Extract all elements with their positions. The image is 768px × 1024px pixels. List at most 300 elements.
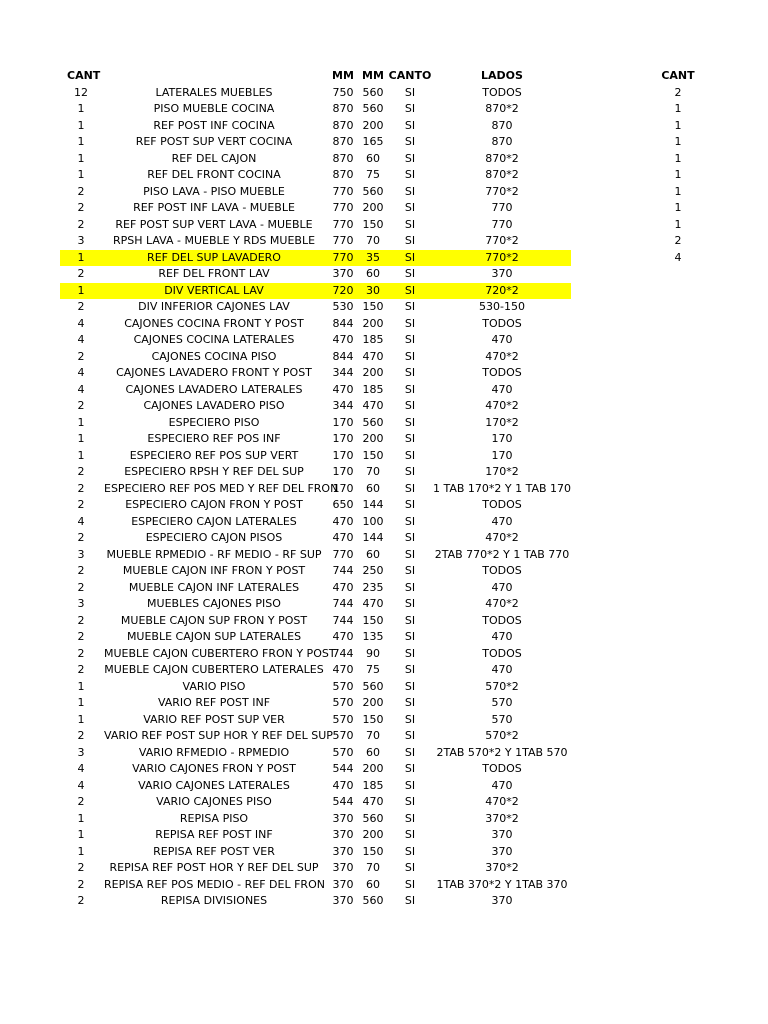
cell-lados[interactable]: TODOS (482, 646, 522, 660)
cell-mm-1[interactable]: 870 (332, 118, 354, 132)
cell-mm-1[interactable]: 770 (332, 250, 354, 264)
cell-mm-1[interactable]: 370 (332, 811, 354, 825)
cell-canto[interactable]: SI (404, 811, 416, 825)
cell-mm-1[interactable]: 344 (332, 366, 354, 379)
cell-cant[interactable]: 1 (77, 283, 85, 297)
cell-lados[interactable]: 570 (491, 696, 513, 709)
cell-mm-1[interactable]: 470 (332, 531, 354, 544)
cell-cant-2[interactable]: 4 (674, 250, 682, 264)
cell-canto[interactable]: SI (404, 382, 416, 396)
cell-cant[interactable]: 2 (77, 663, 85, 676)
cell-cant-2[interactable]: 1 (674, 135, 682, 148)
cell-mm-1[interactable]: 744 (332, 646, 354, 660)
cell-canto[interactable]: SI (404, 300, 416, 313)
cell-mm-2[interactable]: 560 (362, 811, 384, 825)
cell-cant-2[interactable] (656, 530, 700, 547)
cell-cant[interactable]: 2 (77, 267, 85, 280)
cell-cant[interactable]: 1 (77, 679, 85, 693)
cell-description[interactable]: MUEBLE CAJON SUP LATERALES (126, 630, 302, 643)
cell-description[interactable]: PISO MUEBLE COCINA (153, 102, 275, 115)
cell-mm-1[interactable]: 470 (332, 778, 354, 792)
cell-description[interactable]: VARIO CAJONES FRON Y POST (132, 762, 296, 775)
cell-description[interactable]: ESPECIERO CAJON PISOS (145, 531, 283, 544)
cell-canto[interactable]: SI (404, 778, 416, 792)
cell-mm-2[interactable]: 560 (362, 102, 384, 115)
cell-lados[interactable]: 470 (491, 580, 513, 594)
cell-cant-2[interactable] (656, 893, 700, 910)
cell-description[interactable]: MUEBLES CAJONES PISO (147, 597, 281, 610)
cell-mm-1[interactable]: 870 (332, 151, 354, 165)
cell-lados[interactable]: TODOS (482, 316, 522, 330)
cell-canto[interactable]: SI (404, 366, 416, 379)
cell-description[interactable]: ESPECIERO RPSH Y REF DEL SUP (124, 465, 304, 478)
cell-description[interactable]: REF DEL CAJON (171, 151, 257, 165)
cell-cant-2[interactable] (656, 580, 700, 597)
cell-cant-2[interactable] (656, 877, 700, 894)
cell-cant-2[interactable] (656, 448, 700, 465)
cell-mm-2[interactable]: 150 (362, 300, 384, 313)
cell-cant[interactable]: 1 (77, 168, 85, 181)
cell-canto[interactable]: SI (404, 663, 416, 676)
cell-cant-2[interactable] (656, 662, 700, 679)
cell-description[interactable]: REF POST INF LAVA - MUEBLE (133, 201, 295, 214)
cell-lados[interactable]: 570*2 (485, 679, 519, 693)
cell-mm-2[interactable]: 135 (362, 630, 384, 643)
header-cant[interactable]: CANT (67, 69, 101, 82)
cell-cant[interactable]: 1 (77, 118, 85, 132)
cell-cant[interactable]: 1 (77, 448, 85, 462)
cell-cant[interactable]: 2 (77, 217, 85, 231)
cell-mm-1[interactable]: 370 (332, 267, 354, 280)
cell-lados[interactable]: 470*2 (485, 531, 519, 544)
cell-canto[interactable]: SI (404, 894, 416, 907)
cell-canto[interactable]: SI (404, 861, 416, 874)
cell-cant-2[interactable] (656, 266, 700, 283)
cell-description[interactable]: REF DEL SUP LAVADERO (147, 250, 281, 264)
cell-cant-2[interactable] (656, 332, 700, 349)
cell-cant-2[interactable] (656, 431, 700, 448)
cell-cant-2[interactable] (656, 464, 700, 481)
cell-canto[interactable]: SI (404, 151, 416, 165)
cell-mm-1[interactable]: 370 (332, 828, 354, 841)
cell-cant[interactable]: 1 (77, 844, 85, 858)
cell-mm-1[interactable]: 170 (332, 415, 354, 429)
cell-mm-1[interactable]: 570 (332, 679, 354, 693)
cell-lados[interactable]: 770 (491, 217, 513, 231)
cell-mm-2[interactable]: 560 (362, 184, 384, 198)
cell-mm-2[interactable]: 150 (362, 712, 384, 726)
cell-mm-2[interactable]: 70 (366, 729, 380, 742)
cell-mm-2[interactable]: 150 (362, 448, 384, 462)
cell-mm-2[interactable]: 100 (362, 514, 384, 528)
cell-canto[interactable]: SI (404, 399, 416, 412)
cell-description[interactable]: VARIO REF POST INF (157, 696, 271, 709)
cell-mm-2[interactable]: 75 (366, 168, 380, 181)
cell-canto[interactable]: SI (404, 795, 416, 808)
cell-mm-1[interactable]: 170 (332, 481, 354, 495)
cell-lados[interactable]: 370 (491, 844, 513, 858)
cell-mm-2[interactable]: 470 (362, 399, 384, 412)
cell-description[interactable]: REPISA REF POST INF (155, 828, 273, 841)
header-mm-1[interactable]: MM (332, 69, 354, 82)
cell-cant-2[interactable] (656, 712, 700, 729)
cell-mm-2[interactable]: 185 (362, 778, 384, 792)
cell-mm-2[interactable]: 560 (362, 679, 384, 693)
cell-canto[interactable]: SI (404, 597, 416, 610)
cell-cant-2[interactable] (656, 844, 700, 861)
cell-lados[interactable]: 170 (491, 432, 513, 445)
cell-cant-2[interactable] (656, 761, 700, 778)
cell-mm-2[interactable]: 90 (366, 646, 380, 660)
cell-cant-2[interactable] (656, 382, 700, 399)
cell-cant[interactable]: 1 (77, 696, 85, 709)
cell-mm-1[interactable]: 470 (332, 663, 354, 676)
cell-canto[interactable]: SI (404, 729, 416, 742)
cell-lados[interactable]: 470*2 (485, 597, 519, 610)
cell-mm-1[interactable]: 544 (332, 762, 354, 775)
cell-mm-1[interactable]: 370 (332, 877, 354, 891)
cell-mm-1[interactable]: 844 (332, 349, 354, 363)
cell-mm-2[interactable]: 60 (366, 877, 380, 891)
cell-lados[interactable]: TODOS (482, 564, 522, 577)
cell-mm-2[interactable]: 200 (362, 432, 384, 445)
cell-cant-2[interactable] (656, 778, 700, 795)
cell-canto[interactable]: SI (404, 547, 416, 561)
cell-mm-1[interactable]: 744 (332, 613, 354, 627)
cell-mm-1[interactable]: 570 (332, 745, 354, 759)
cell-cant-2[interactable]: 2 (674, 85, 682, 99)
cell-mm-2[interactable]: 35 (366, 250, 380, 264)
cell-canto[interactable]: SI (404, 877, 416, 891)
cell-lados[interactable]: TODOS (482, 498, 522, 511)
cell-cant[interactable]: 1 (77, 151, 85, 165)
cell-mm-1[interactable]: 470 (332, 630, 354, 643)
cell-lados[interactable]: 570 (491, 712, 513, 726)
cell-cant[interactable]: 2 (77, 729, 85, 742)
cell-canto[interactable]: SI (404, 514, 416, 528)
cell-cant-2[interactable] (656, 415, 700, 432)
cell-cant[interactable]: 2 (77, 498, 85, 511)
cell-cant-2[interactable]: 1 (674, 168, 682, 181)
cell-canto[interactable]: SI (404, 564, 416, 577)
cell-lados[interactable]: 470 (491, 778, 513, 792)
cell-cant-2[interactable] (656, 745, 700, 762)
cell-cant[interactable]: 1 (77, 712, 85, 726)
cell-lados[interactable]: 470*2 (485, 399, 519, 412)
cell-lados[interactable]: 530-150 (479, 300, 525, 313)
cell-mm-1[interactable]: 170 (332, 465, 354, 478)
cell-canto[interactable]: SI (404, 415, 416, 429)
cell-description[interactable]: ESPECIERO REF POS MED Y REF DEL FRON (104, 481, 339, 495)
cell-mm-2[interactable]: 30 (366, 283, 380, 297)
cell-mm-1[interactable]: 770 (332, 234, 354, 247)
cell-lados[interactable]: 470 (491, 333, 513, 346)
cell-mm-2[interactable]: 75 (366, 663, 380, 676)
cell-canto[interactable]: SI (404, 432, 416, 445)
cell-description[interactable]: VARIO CAJONES LATERALES (138, 778, 290, 792)
cell-lados[interactable]: 570*2 (485, 729, 519, 742)
cell-lados[interactable]: 470 (491, 630, 513, 643)
cell-lados[interactable]: 370 (491, 828, 513, 841)
cell-description[interactable]: ESPECIERO REF POS INF (147, 432, 281, 445)
cell-lados[interactable]: 2TAB 570*2 Y 1TAB 570 (436, 745, 568, 759)
cell-mm-1[interactable]: 770 (332, 201, 354, 214)
cell-cant-2[interactable]: 1 (674, 217, 682, 231)
cell-mm-1[interactable]: 844 (332, 316, 354, 330)
cell-canto[interactable]: SI (404, 828, 416, 841)
cell-description[interactable]: PISO LAVA - PISO MUEBLE (143, 184, 285, 198)
cell-lados[interactable]: 470 (491, 382, 513, 396)
cell-cant[interactable]: 1 (77, 828, 85, 841)
cell-lados[interactable]: 470 (491, 663, 513, 676)
cell-cant-2[interactable] (656, 497, 700, 514)
cell-canto[interactable]: SI (404, 168, 416, 181)
cell-cant-2[interactable] (656, 349, 700, 366)
cell-lados[interactable]: 2TAB 770*2 Y 1 TAB 770 (434, 547, 570, 561)
cell-mm-2[interactable]: 250 (362, 564, 384, 577)
cell-cant-2[interactable] (656, 299, 700, 316)
cell-lados[interactable]: 170 (491, 448, 513, 462)
cell-canto[interactable]: SI (404, 135, 416, 148)
cell-mm-2[interactable]: 185 (362, 333, 384, 346)
cell-cant[interactable]: 4 (77, 514, 85, 528)
cell-cant[interactable]: 2 (77, 481, 85, 495)
cell-cant[interactable]: 2 (77, 184, 85, 198)
header-lados[interactable]: LADOS (481, 69, 523, 82)
cell-mm-1[interactable]: 470 (332, 382, 354, 396)
cell-cant-2[interactable] (656, 514, 700, 531)
cell-canto[interactable]: SI (404, 184, 416, 198)
cell-mm-1[interactable]: 570 (332, 696, 354, 709)
cell-mm-1[interactable]: 170 (332, 432, 354, 445)
cell-cant[interactable]: 4 (77, 316, 85, 330)
cell-canto[interactable]: SI (404, 844, 416, 858)
cell-cant[interactable]: 2 (77, 531, 85, 544)
cell-description[interactable]: ESPECIERO REF POS SUP VERT (129, 448, 299, 462)
cell-description[interactable]: VARIO CAJONES PISO (156, 795, 272, 808)
cell-description[interactable]: REF DEL FRONT COCINA (147, 168, 281, 181)
cell-lados[interactable]: 370*2 (485, 811, 519, 825)
cell-mm-2[interactable]: 185 (362, 382, 384, 396)
cell-description[interactable]: MUEBLE CAJON CUBERTERO FRON Y POST (104, 646, 336, 660)
cell-lados[interactable]: 720*2 (485, 283, 519, 297)
cell-cant[interactable]: 3 (77, 597, 85, 610)
cell-description[interactable]: CAJONES COCINA PISO (151, 349, 277, 363)
cell-cant-2[interactable] (656, 398, 700, 415)
cell-mm-2[interactable]: 150 (362, 844, 384, 858)
cell-mm-2[interactable]: 235 (362, 580, 384, 594)
cell-mm-2[interactable]: 560 (362, 85, 384, 99)
cell-canto[interactable]: SI (404, 712, 416, 726)
cell-cant[interactable]: 2 (77, 877, 85, 891)
cell-mm-2[interactable]: 200 (362, 828, 384, 841)
cell-description[interactable]: MUEBLE RPMEDIO - RF MEDIO - RF SUP (106, 547, 322, 561)
cell-cant-2[interactable] (656, 679, 700, 696)
cell-canto[interactable]: SI (404, 234, 416, 247)
cell-mm-2[interactable]: 560 (362, 415, 384, 429)
cell-mm-1[interactable]: 170 (332, 448, 354, 462)
cell-canto[interactable]: SI (404, 630, 416, 643)
cell-cant-2[interactable] (656, 728, 700, 745)
cell-lados[interactable]: 370*2 (485, 861, 519, 874)
cell-mm-2[interactable]: 200 (362, 366, 384, 379)
cell-mm-2[interactable]: 200 (362, 696, 384, 709)
cell-description[interactable]: MUEBLE CAJON SUP FRON Y POST (120, 613, 308, 627)
cell-canto[interactable]: SI (404, 201, 416, 214)
cell-description[interactable]: REPISA REF POST VER (153, 844, 275, 858)
cell-cant-2[interactable] (656, 547, 700, 564)
cell-cant-2[interactable] (656, 646, 700, 663)
cell-canto[interactable]: SI (404, 250, 416, 264)
cell-description[interactable]: CAJONES LAVADERO FRONT Y POST (116, 366, 312, 379)
cell-description[interactable]: ESPECIERO PISO (168, 415, 260, 429)
cell-cant[interactable]: 2 (77, 630, 85, 643)
cell-cant-2[interactable] (656, 860, 700, 877)
cell-mm-1[interactable]: 770 (332, 184, 354, 198)
cell-canto[interactable]: SI (404, 118, 416, 132)
cell-description[interactable]: REF POST SUP VERT COCINA (135, 135, 293, 148)
cell-cant[interactable]: 4 (77, 778, 85, 792)
cell-mm-2[interactable]: 60 (366, 547, 380, 561)
cell-cant[interactable]: 4 (77, 762, 85, 775)
cell-mm-2[interactable]: 470 (362, 795, 384, 808)
cell-mm-1[interactable]: 370 (332, 861, 354, 874)
cell-mm-2[interactable]: 70 (366, 465, 380, 478)
cell-mm-2[interactable]: 200 (362, 201, 384, 214)
cell-cant-2[interactable]: 1 (674, 151, 682, 165)
cell-mm-1[interactable]: 370 (332, 894, 354, 907)
cell-canto[interactable]: SI (404, 333, 416, 346)
cell-lados[interactable]: 370 (491, 894, 513, 907)
cell-mm-1[interactable]: 870 (332, 168, 354, 181)
cell-cant-2[interactable] (656, 563, 700, 580)
cell-cant[interactable]: 2 (77, 861, 85, 874)
cell-mm-1[interactable]: 470 (332, 580, 354, 594)
cell-mm-2[interactable]: 70 (366, 234, 380, 247)
cell-description[interactable]: VARIO REF POST SUP VER (143, 712, 285, 726)
cell-cant[interactable]: 2 (77, 465, 85, 478)
cell-mm-1[interactable]: 344 (332, 399, 354, 412)
cell-canto[interactable]: SI (404, 85, 416, 99)
cell-lados[interactable]: 870 (491, 135, 513, 148)
cell-cant-2[interactable] (656, 695, 700, 712)
cell-description[interactable]: VARIO REF POST SUP HOR Y REF DEL SUP (104, 729, 333, 742)
cell-description[interactable]: REPISA DIVISIONES (160, 894, 268, 907)
cell-description[interactable]: MUEBLE CAJON INF LATERALES (128, 580, 300, 594)
cell-cant[interactable]: 4 (77, 366, 85, 379)
cell-description[interactable]: ESPECIERO CAJON FRON Y POST (125, 498, 303, 511)
header-canto[interactable]: CANTO (388, 69, 432, 82)
cell-lados[interactable]: 870 (491, 118, 513, 132)
cell-cant-2[interactable] (656, 316, 700, 333)
cell-lados[interactable]: 870*2 (485, 102, 519, 115)
cell-mm-1[interactable]: 470 (332, 514, 354, 528)
cell-mm-2[interactable]: 200 (362, 316, 384, 330)
cell-cant[interactable]: 4 (77, 382, 85, 396)
cell-cant-2[interactable] (656, 365, 700, 382)
cell-canto[interactable]: SI (404, 283, 416, 297)
cell-lados[interactable]: 370 (491, 267, 513, 280)
cell-mm-1[interactable]: 770 (332, 547, 354, 561)
cell-cant[interactable]: 2 (77, 795, 85, 808)
cell-cant[interactable]: 3 (77, 234, 85, 247)
cell-cant[interactable]: 2 (77, 646, 85, 660)
cell-mm-1[interactable]: 720 (332, 283, 354, 297)
cell-description[interactable]: CAJONES COCINA LATERALES (133, 333, 295, 346)
cell-description[interactable]: MUEBLE CAJON INF FRON Y POST (122, 564, 306, 577)
cell-cant-2[interactable] (656, 613, 700, 630)
cell-cant[interactable]: 2 (77, 399, 85, 412)
cell-lados[interactable]: 770*2 (485, 184, 519, 198)
cell-canto[interactable]: SI (404, 696, 416, 709)
cell-mm-1[interactable]: 570 (332, 712, 354, 726)
cell-cant[interactable]: 1 (77, 415, 85, 429)
cell-lados[interactable]: 470*2 (485, 349, 519, 363)
cell-lados[interactable]: 1TAB 370*2 Y 1TAB 370 (436, 877, 568, 891)
cell-description[interactable]: REF POST SUP VERT LAVA - MUEBLE (115, 217, 313, 231)
cell-canto[interactable]: SI (404, 465, 416, 478)
cell-cant-2[interactable] (656, 596, 700, 613)
cell-mm-1[interactable]: 370 (332, 844, 354, 858)
cell-cant-2[interactable] (656, 827, 700, 844)
cell-cant[interactable]: 1 (77, 432, 85, 445)
cell-cant-2[interactable]: 1 (674, 102, 682, 115)
cell-canto[interactable]: SI (404, 762, 416, 775)
cell-canto[interactable]: SI (404, 580, 416, 594)
cell-canto[interactable]: SI (404, 646, 416, 660)
cell-canto[interactable]: SI (404, 448, 416, 462)
cell-description[interactable]: CAJONES COCINA FRONT Y POST (124, 316, 304, 330)
cell-cant-2[interactable]: 1 (674, 118, 682, 132)
cell-description[interactable]: ESPECIERO CAJON LATERALES (131, 514, 297, 528)
cell-mm-1[interactable]: 470 (332, 333, 354, 346)
cell-canto[interactable]: SI (404, 745, 416, 759)
cell-canto[interactable]: SI (404, 349, 416, 363)
cell-mm-1[interactable]: 744 (332, 564, 354, 577)
cell-mm-2[interactable]: 165 (362, 135, 384, 148)
cell-description[interactable]: REF POST INF COCINA (153, 118, 275, 132)
cell-canto[interactable]: SI (404, 102, 416, 115)
cell-mm-2[interactable]: 470 (362, 349, 384, 363)
cell-description[interactable]: MUEBLE CAJON CUBERTERO LATERALES (104, 663, 324, 676)
cell-canto[interactable]: SI (404, 267, 416, 280)
cell-cant[interactable]: 2 (77, 349, 85, 363)
cell-mm-2[interactable]: 144 (362, 531, 384, 544)
cell-lados[interactable]: TODOS (482, 85, 522, 99)
cell-mm-2[interactable]: 60 (366, 267, 380, 280)
cell-description[interactable]: DIV INFERIOR CAJONES LAV (138, 300, 290, 313)
cell-description[interactable]: CAJONES LAVADERO PISO (143, 399, 285, 412)
cell-canto[interactable]: SI (404, 217, 416, 231)
cell-lados[interactable]: 770*2 (485, 250, 519, 264)
cell-cant[interactable]: 2 (77, 580, 85, 594)
cell-lados[interactable]: 870*2 (485, 168, 519, 181)
cell-canto[interactable]: SI (404, 481, 416, 495)
cell-mm-1[interactable]: 530 (332, 300, 354, 313)
cell-description[interactable]: VARIO RFMEDIO - RPMEDIO (138, 745, 290, 759)
cell-lados[interactable]: 1 TAB 170*2 Y 1 TAB 170 (432, 481, 572, 495)
cell-description[interactable]: CAJONES LAVADERO LATERALES (125, 382, 303, 396)
cell-description[interactable]: DIV VERTICAL LAV (164, 283, 264, 297)
header-mm-2[interactable]: MM (362, 69, 384, 82)
cell-description[interactable]: LATERALES MUEBLES (155, 85, 273, 99)
cell-mm-2[interactable]: 200 (362, 118, 384, 132)
header-cant-2[interactable]: CANT (661, 69, 695, 82)
cell-mm-1[interactable]: 770 (332, 217, 354, 231)
cell-mm-2[interactable]: 560 (362, 894, 384, 907)
cell-cant[interactable]: 1 (77, 250, 85, 264)
cell-description[interactable]: REPISA REF POST HOR Y REF DEL SUP (109, 861, 319, 874)
